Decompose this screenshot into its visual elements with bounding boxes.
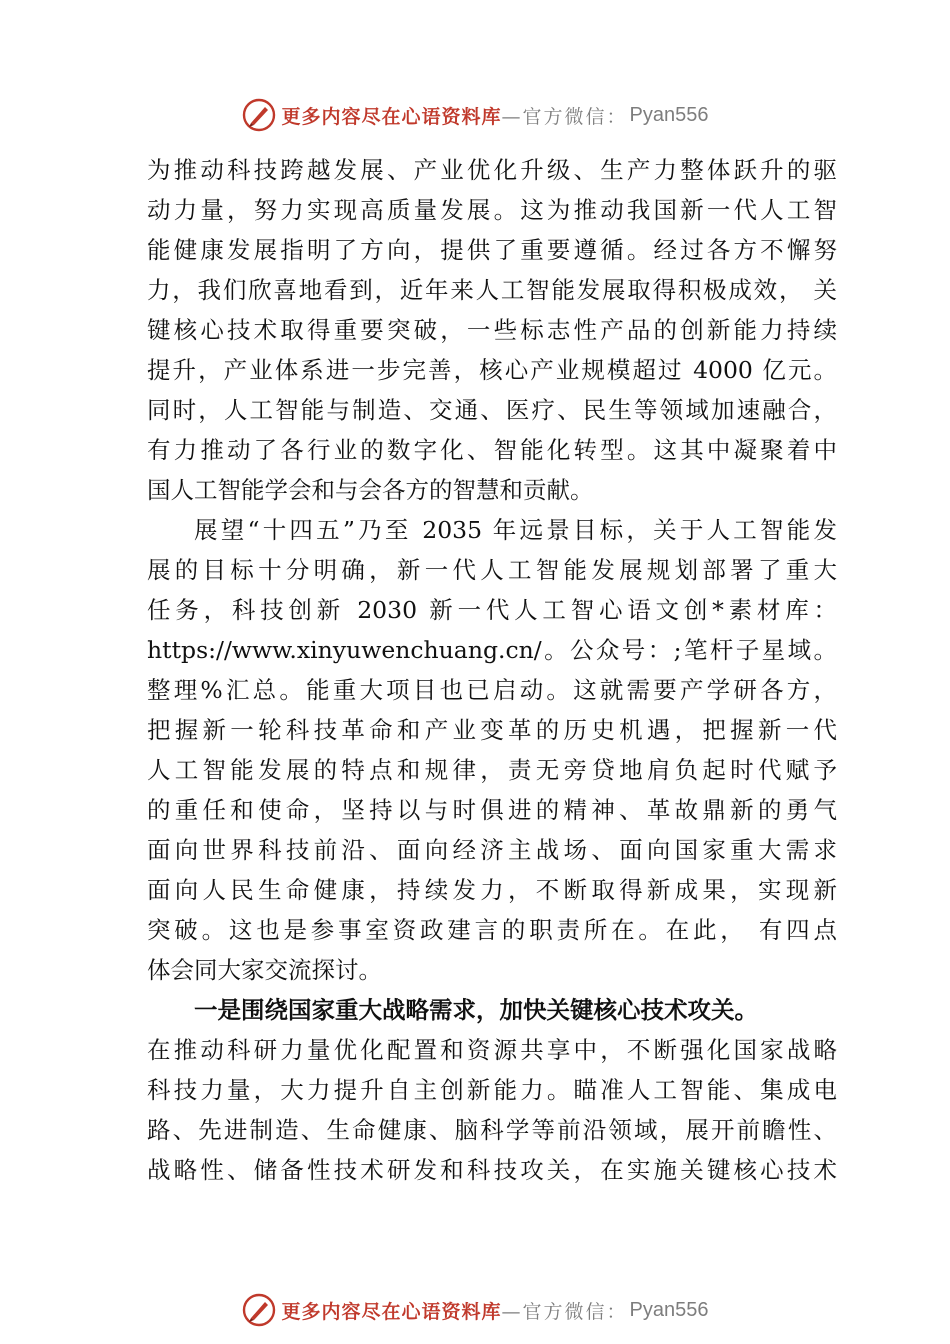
header-wechat-id: Pyan556 [629,103,709,126]
text-line: 体会同大家交流探讨。 [147,956,382,984]
footer-brand-text: 更多内容尽在心语资料库 [281,1300,502,1323]
header-banner [0,95,950,135]
pen-logo-icon [242,98,276,132]
text-line: 在推动科研力量优化配置和资源共享中，不断强化国家战略 [147,1036,837,1064]
pen-logo-icon [242,1293,276,1327]
text-line: 为推动科技跨越发展、产业优化升级、生产力整体跃升的驱 [147,156,837,184]
text-line: 力，我们欣喜地看到，近年来人工智能发展取得积极成效， 关 [147,276,837,304]
footer-wechat-id: Pyan556 [629,1298,709,1321]
text-line: 面向人民生命健康，持续发力，不断取得新成果，实现新 [147,876,837,904]
text-line: 键核心技术取得重要突破，一些标志性产品的创新能力持续 [147,316,837,344]
footer-banner [0,1290,950,1330]
text-line: 路、先进制造、生命健康、脑科学等前沿领域，展开前瞻性、 [147,1116,837,1144]
text-line: 把握新一轮科技革命和产业变革的历史机遇，把握新一代 [147,716,837,744]
text-line: 的重任和使命，坚持以与时俱进的精神、革故鼎新的勇气 [147,796,837,824]
text-line: 战略性、储备性技术研发和科技攻关，在实施关键核心技术 [147,1156,837,1184]
text-line: 提升，产业体系进一步完善，核心产业规模超过 4000 亿元。 [147,356,837,384]
text-line: 面向世界科技前沿、面向经济主战场、面向国家重大需求 [147,836,837,864]
text-line: 展的目标十分明确，新一代人工智能发展规划部署了重大 [147,556,837,584]
footer-wechat-label: —官方微信： [501,1300,628,1323]
text-line: 整理%汇总。能重大项目也已启动。这就需要产学研各方， [147,676,837,704]
text-line: https://www.xinyuwenchuang.cn/。公众号：;笔杆子星域。 [147,636,837,664]
document-body [147,150,837,1190]
bold-heading-line: 一是围绕国家重大战略需求，加快关键核心技术攻关。 [194,996,758,1024]
paragraph-start-line: 展望“十四五”乃至 2035 年远景目标，关于人工智能发 [194,516,837,544]
text-line: 能健康发展指明了方向，提供了重要遵循。经过各方不懈努 [147,236,837,264]
header-brand-text: 更多内容尽在心语资料库 [281,105,502,128]
text-line: 人工智能发展的特点和规律，责无旁贷地肩负起时代赋予 [147,756,837,784]
text-line: 任务，科技创新 2030 新一代人工智心语文创*素材库： [147,596,837,624]
text-line: 科技力量，大力提升自主创新能力。瞄准人工智能、集成电 [147,1076,837,1104]
text-line: 同时，人工智能与制造、交通、医疗、民生等领域加速融合， [147,396,837,424]
header-wechat-label: —官方微信： [501,105,628,128]
text-line: 有力推动了各行业的数字化、智能化转型。这其中凝聚着中 [147,436,837,464]
text-line: 动力量，努力实现高质量发展。这为推动我国新一代人工智 [147,196,837,224]
text-line: 国人工智能学会和与会各方的智慧和贡献。 [147,476,594,504]
text-line: 突破。这也是参事室资政建言的职责所在。在此， 有四点 [147,916,837,944]
